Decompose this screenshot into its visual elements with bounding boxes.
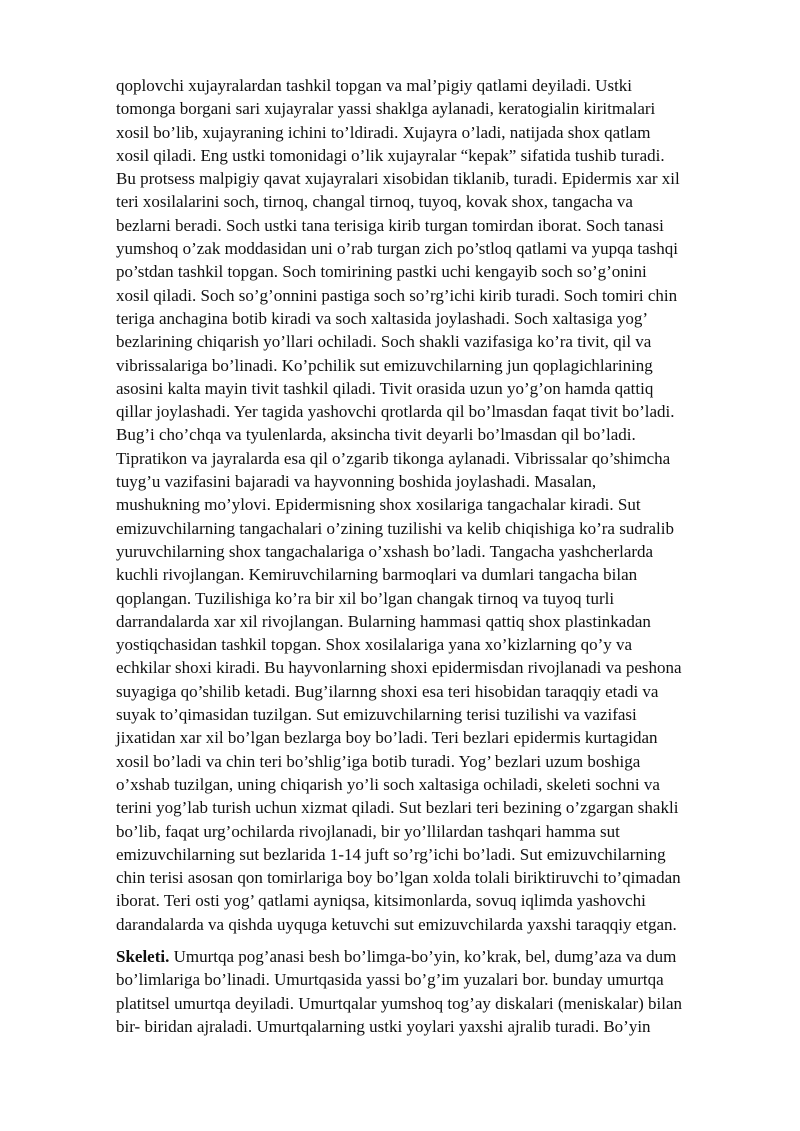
text-line: darandalarda va qishda uyquga ketuvchi sut emizuvchilarda yaxshi taraqqiy etgan. — [116, 914, 677, 934]
text-line: emizuvchilarning sut bezlarida 1-14 juft so’rg’ichi bo’ladi. Sut emizuvchilarning — [116, 844, 666, 864]
text-line: teri xosilalarini soch, tirnoq, changal tirnoq, tuyoq, kovak shox, tangacha va — [116, 192, 633, 212]
paragraph-first-line — [116, 945, 742, 968]
text-line: echkilar shoxi kiradi. Bu hayvonlarning shoxi epidermisdan rivojlanadi va peshona — [116, 658, 682, 678]
text-line: bo’lib, faqat urg’ochilarda rivojlanadi, bir yo’llilardan tashqari hamma sut — [116, 821, 620, 841]
text-line: bezlarining chiqarish yo’llari ochiladi. Soch shakli vazifasiga ko’ra tivit, qil va — [116, 332, 652, 352]
text-line: Tipratikon va jayralarda esa qil o’zgarib tikonga aylanadi. Vibrissalar qo’shimcha — [116, 448, 671, 468]
text-line: qillar joylashadi. Yer tagida yashovchi qrotlarda qil bo’lmasdan faqat tivit bo’ladi. — [116, 402, 675, 422]
text-line: suyak to’qimasidan tuzilgan. Sut emizuvchilarning terisi tuzilishi va vazifasi — [116, 705, 637, 725]
body-paragraph — [116, 74, 742, 936]
text-line: bir- biridan ajraladi. Umurtqalarning ustki yoylari yaxshi ajralib turadi. Bo’yin — [116, 1016, 651, 1036]
text-line: po’stdan tashkil topgan. Soch tomirining pastki uchi kengayib soch so’g’onini — [116, 262, 647, 282]
text-line: terini yog’lab turish uchun xizmat qiladi. Sut bezlari teri bezining o’zgargan shakli — [116, 798, 679, 818]
text-line: mushukning mo’ylovi. Epidermisning shox xosilariga tangachalar kiradi. Sut — [116, 495, 641, 515]
text-line: xosil qiladi. Eng ustki tomonidagi o’lik xujayralar “kepak” sifatida tushib turadi. — [116, 145, 665, 165]
text-line: suyagiga qo’shilib ketadi. Bug’ilarnng shoxi esa teri hisobidan taraqqiy etadi va — [116, 681, 659, 701]
text-line: yostiqchasidan tashkil topgan. Shox xosilalariga yana xo’kizlarning qo’y va — [116, 635, 633, 655]
heading-line-text: Umurtqa pog’anasi besh bo’limga-bo’yin, ko’krak, bel, dumg’aza va dum — [169, 946, 677, 966]
text-line: darrandalarda xar xil rivojlangan. Bularning hammasi qattiq shox plastinkadan — [116, 611, 651, 631]
text-line: Bug’i cho’chqa va tyulenlarda, aksincha tivit deyarli bo’lmasdan qil bo’ladi. — [116, 425, 636, 445]
section-heading: Skeleti. — [116, 946, 170, 966]
text-line: emizuvchilarning tangachalari o’zining tuzilishi va kelib chiqishiga ko’ra sudralib — [116, 518, 674, 538]
text-line: xosil bo’lib, xujayraning ichini to’ldiradi. Xujayra o’ladi, natijada shox qatlam — [116, 122, 651, 142]
text-line: tomonga borgani sari xujayralar yassi shaklga aylanadi, keratogialin kiritmalari — [116, 99, 656, 119]
text-line: chin terisi asosan qon tomirlariga boy bo’lgan xolda tolali biriktiruvchi to’qimadan — [116, 868, 681, 888]
text-line: vibrissalariga bo’linadi. Ko’pchilik sut emizuvchilarning jun qoplagichlarining — [116, 355, 653, 375]
text-line: yuruvchilarning shox tangachalariga o’xshash bo’ladi. Tangacha yashcherlarda — [116, 541, 654, 561]
text-line: yumshoq o’zak moddasidan uni o’rab turgan zich po’stloq qatlami va yupqa tashqi — [116, 239, 678, 259]
text-line: qoplangan. Tuzilishiga ko’ra bir xil bo’lgan changak tirnoq va tuyoq turli — [116, 588, 615, 608]
skeleton-paragraph — [116, 945, 742, 1038]
text-line: iborat. Teri osti yog’ qatlami ayniqsa, kitsimonlarda, sovuq iqlimda yashovchi — [116, 891, 646, 911]
text-line: xosil qiladi. Soch so’g’onnini pastiga soch so’rg’ichi kirib turadi. Soch tomiri chin — [116, 285, 678, 305]
text-line: o’xshab tuzilgan, uning chiqarish yo’li soch xaltasiga ochiladi, skeleti sochni va — [116, 774, 660, 794]
text-line: jixatidan xar xil bo’lgan bezlarga boy bo’ladi. Teri bezlari epidermis kurtagidan — [116, 728, 658, 748]
text-line: kuchli rivojlangan. Kemiruvchilarning barmoqlari va dumlari tangacha bilan — [116, 565, 638, 585]
text-line: bezlarni beradi. Soch ustki tana terisiga kirib turgan tomirdan iborat. Soch tanasi — [116, 215, 664, 235]
text-line: teriga anchagina botib kiradi va soch xaltasida joylashadi. Soch xaltasiga yog’ — [116, 308, 649, 328]
text-line: bo’limlariga bo’linadi. Umurtqasida yassi bo’g’im yuzalari bor. bunday umurtqa — [116, 970, 664, 990]
text-line: Bu protsess malpigiy qavat xujayralari xisobidan tiklanib, turadi. Epidermis xar xil — [116, 169, 680, 189]
document-page — [116, 74, 742, 1038]
text-line: platitsel umurtqa deyiladi. Umurtqalar yumshoq tog’ay diskalari (meniskalar) bilan — [116, 993, 683, 1013]
text-line: qoplovchi xujayralardan tashkil topgan va mal’pigiy qatlami deyiladi. Ustki — [116, 76, 633, 95]
text-line: asosini kalta mayin tivit tashkil qiladi. Tivit orasida uzun yo’g’on hamda qattiq — [116, 378, 654, 398]
text-line: tuyg’u vazifasini bajaradi va hayvonning boshida joylashadi. Masalan, — [116, 472, 597, 492]
text-line: xosil bo’ladi va chin teri bo’shlig’iga botib turadi. Yog’ bezlari uzum boshiga — [116, 751, 641, 771]
